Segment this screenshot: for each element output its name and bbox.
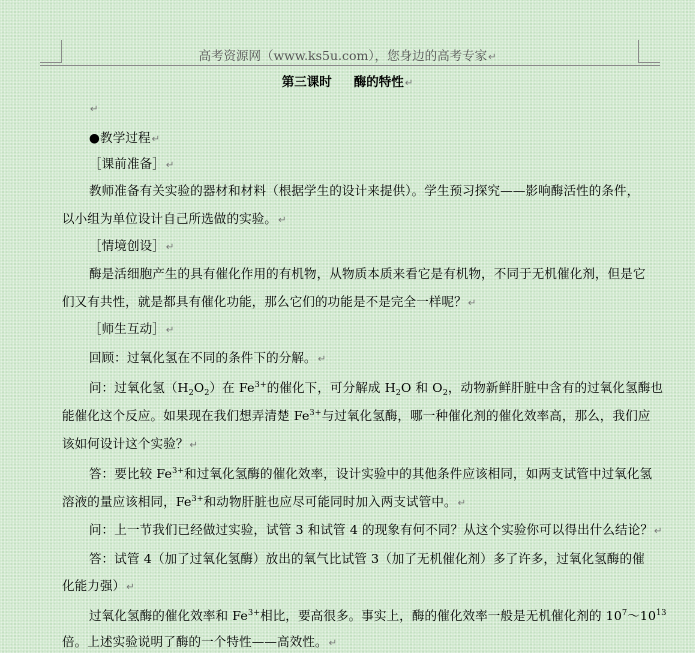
return-mark: ↵: [278, 215, 287, 226]
return-mark: ↵: [467, 298, 477, 309]
question-2-line: [89, 522, 663, 540]
page-header: [0, 46, 695, 64]
paragraph-text: O: [193, 380, 205, 395]
superscript: 3+: [191, 494, 204, 503]
return-mark: ↵: [328, 638, 338, 649]
paragraph-text: 过氧化氢酶的催化效率和 Fe: [89, 608, 248, 623]
subscript: 2: [188, 388, 194, 397]
subscript: 2: [204, 388, 210, 397]
answer-1-line: [89, 466, 653, 482]
superscript: 3+: [309, 408, 322, 417]
paragraph-text: 答：试管 4（加了过氧化氢酶）放出的氧气比试管 3（加了无机催化剂）多了许多，过氧化氢酶的催: [89, 551, 645, 566]
review-line: [89, 350, 647, 368]
return-mark: ↵: [165, 160, 175, 171]
prep-heading-text: ［课前准备］: [89, 156, 165, 171]
paragraph-text: 和过氧化氢酶的催化效率，设计实验中的其他条件应该相同，如两支试管中过氧化氢: [184, 466, 653, 481]
return-mark: ↵: [165, 242, 175, 253]
title-lesson: 第三课时: [281, 74, 332, 89]
answer-2-line: [62, 578, 647, 596]
return-mark: ↵: [317, 354, 327, 365]
return-mark: ↵: [151, 134, 161, 145]
paragraph-line: [62, 211, 647, 229]
paragraph-text: 酶是活细胞产生的具有催化作用的有机物，从物质本质来看它是有机物，不同于无机催化剂，但是它: [89, 266, 646, 281]
paragraph-text: 教师准备有关实验的器材和材料（根据学生的设计来提供）。学生预习探究——影响酶活性的条件，: [89, 183, 640, 198]
paragraph-text: 答：要比较 Fe: [89, 466, 173, 481]
paragraph-text: ，动物新鲜肝脏中含有的过氧化氢酶也: [447, 380, 664, 395]
paragraph-text: ）在 Fe: [209, 380, 255, 395]
empty-paragraph: [89, 100, 674, 118]
paragraph-text: 问：上一节我们已经做过实验，试管 3 和试管 4 的现象有何不同？从这个实验你可以得出什么结论？: [89, 522, 654, 537]
situation-heading: [89, 238, 674, 256]
interaction-heading-text: ［师生互动］: [89, 321, 165, 336]
page-title: [0, 72, 695, 90]
subscript: 2: [395, 388, 402, 397]
paragraph-text: 化能力强）: [62, 578, 126, 593]
header-site: 高考资源网（: [198, 48, 274, 63]
paragraph-text: 的催化下，可分解成 H: [266, 380, 396, 395]
paragraph-text: 能催化这个反应。如果现在我们想弄清楚 Fe: [62, 408, 310, 423]
paragraph-text: 和动物肝脏也应尽可能同时加入两支试管中。: [203, 494, 457, 509]
paragraph-text: O 和 O: [401, 380, 443, 395]
superscript: 13: [656, 608, 667, 617]
paragraph-text: 倍。上述实验说明了酶的一个特性——高效性。: [62, 634, 328, 649]
situation-heading-text: ［情境创设］: [89, 238, 165, 253]
paragraph-text: 溶液的量应该相同，Fe: [62, 494, 192, 509]
title-topic: 酶的特性: [353, 74, 404, 89]
answer-2-line: [89, 551, 647, 567]
return-mark: ↵: [165, 325, 175, 336]
question-1-line: [89, 380, 664, 397]
conclusion-line: [89, 608, 667, 624]
header-divider: [40, 65, 660, 66]
paragraph-text: 回顾：过氧化氢在不同的条件下的分解。: [89, 350, 317, 365]
question-1-line: [62, 408, 651, 424]
return-mark: ↵: [189, 440, 199, 451]
return-mark: ↵: [457, 498, 467, 509]
paragraph-line: [62, 294, 647, 312]
superscript: 3+: [247, 608, 261, 617]
paragraph-text: ～10: [627, 608, 657, 623]
paragraph-text: 以小组为单位设计自己所选做的实验。: [62, 211, 278, 226]
return-mark: ↵: [404, 78, 414, 89]
header-suffix: ），您身边的高考专家: [368, 48, 488, 63]
section-bullet: [89, 130, 674, 148]
bullet-text: ●教学过程: [89, 130, 151, 145]
paragraph-text: 与过氧化氢酶，哪一种催化剂的催化效率高，那么，我们应: [321, 408, 651, 423]
subscript: 2: [442, 388, 448, 397]
return-mark: ↵: [654, 526, 663, 537]
header-url[interactable]: www.ks5u.com: [273, 48, 369, 63]
superscript: 3+: [254, 380, 267, 389]
prep-heading: [89, 156, 674, 174]
paragraph-text: 们又有共性，就是都具有催化功能，那么它们的功能是不是完全一样呢？: [62, 294, 467, 309]
conclusion-line: [62, 634, 647, 652]
superscript: 3+: [172, 466, 185, 475]
answer-1-line: [62, 494, 647, 512]
return-mark: ↵: [90, 104, 99, 115]
return-mark: ↵: [488, 52, 497, 63]
paragraph-text: 相比，要高很多。事实上，酶的催化效率一般是无机催化剂的 10: [260, 608, 622, 623]
paragraph-line: [89, 183, 647, 199]
return-mark: ↵: [126, 582, 135, 593]
superscript: 7: [621, 608, 628, 617]
paragraph-text: 问：过氧化氢（H: [89, 380, 189, 395]
paragraph-text: 该如何设计这个实验？: [62, 436, 189, 451]
interaction-heading: [89, 321, 674, 339]
question-1-line: [62, 436, 647, 454]
paragraph-line: [89, 266, 647, 282]
